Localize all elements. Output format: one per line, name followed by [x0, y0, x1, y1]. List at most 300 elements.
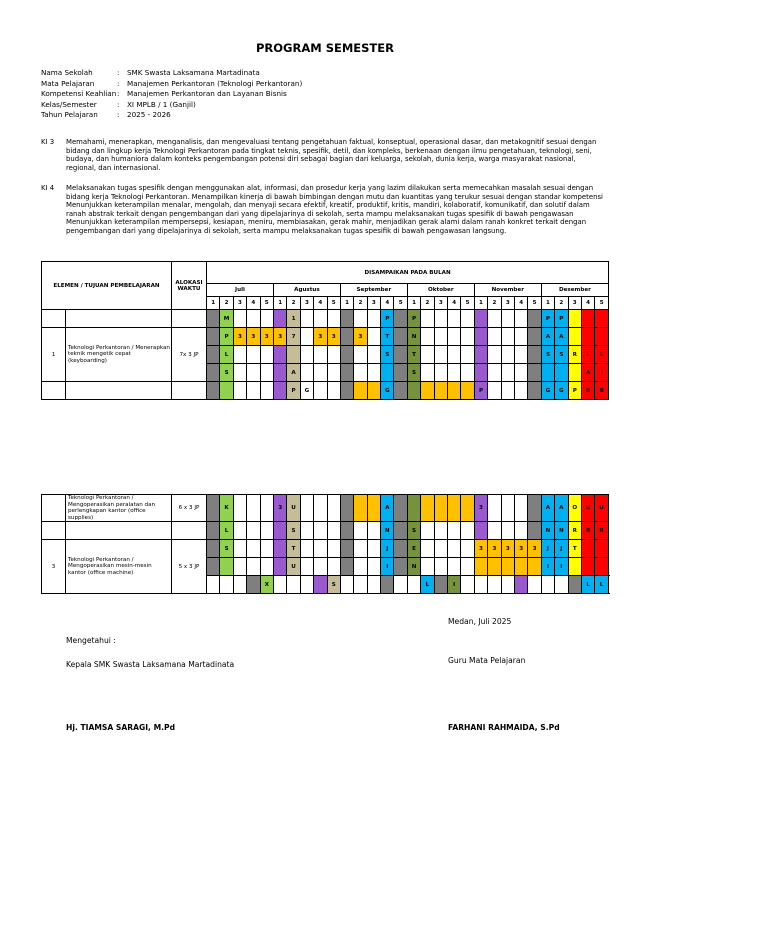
week-cell	[220, 558, 233, 576]
week-cell	[434, 382, 447, 400]
week-cell	[394, 382, 407, 400]
week-cell	[367, 382, 380, 400]
week-cell	[461, 382, 474, 400]
week-cell	[247, 495, 260, 522]
week-cell: P	[407, 310, 420, 328]
week-cell	[514, 576, 527, 594]
week-cell: E	[407, 540, 420, 558]
kepala-name: Hj. TIAMSA SARAGI, M.Pd	[66, 723, 176, 732]
week-cell	[421, 495, 434, 522]
week-cell	[233, 540, 246, 558]
week-cell	[501, 346, 514, 364]
week-cell	[421, 558, 434, 576]
week-cell	[327, 540, 340, 558]
week-cell: 3	[314, 328, 327, 346]
week-cell	[434, 558, 447, 576]
week-cell	[220, 382, 233, 400]
week-cell: U	[287, 558, 300, 576]
empty-cell	[42, 310, 66, 328]
week-cell	[488, 522, 501, 540]
week-cell	[367, 310, 380, 328]
week-cell	[568, 364, 581, 382]
week-number: 5	[394, 297, 407, 310]
week-cell	[314, 522, 327, 540]
week-cell	[448, 540, 461, 558]
week-cell	[528, 576, 541, 594]
week-cell: N	[407, 558, 420, 576]
week-cell	[273, 364, 286, 382]
week-cell	[314, 382, 327, 400]
week-cell	[260, 495, 273, 522]
week-cell	[434, 346, 447, 364]
week-number: 1	[407, 297, 420, 310]
week-cell: I	[448, 576, 461, 594]
week-cell	[394, 310, 407, 328]
week-cell: 1	[287, 310, 300, 328]
week-cell: B	[595, 382, 609, 400]
ki4-text-2: Menunjukkan keterampilan menalar, mengolah, dan menyaji secara efektif, kreatif, produktif, kritis, mandiri, kolaboratif, komunikatif, dan solutif dalam ranah abstrak terkait dengan pengembangan dari yang dipelajarinya di sekolah, serta mampu melaksanakan tugas spesifik di bawah pengawasan	[66, 201, 590, 218]
week-cell	[247, 540, 260, 558]
week-cell	[247, 346, 260, 364]
empty-cell	[42, 382, 66, 400]
week-number: 2	[421, 297, 434, 310]
week-cell: S	[555, 346, 568, 364]
week-cell	[207, 364, 220, 382]
week-cell	[247, 382, 260, 400]
week-cell	[448, 382, 461, 400]
week-cell: J	[541, 540, 554, 558]
week-cell: A	[581, 364, 594, 382]
week-cell	[474, 364, 487, 382]
week-cell	[247, 522, 260, 540]
item-elemen: Teknologi Perkantoran / Menerapkan teknik mengetik cepat (keyboarding)	[66, 328, 172, 382]
week-cell	[233, 382, 246, 400]
week-cell	[581, 540, 594, 558]
week-cell	[340, 328, 353, 346]
week-cell	[394, 558, 407, 576]
week-cell	[461, 540, 474, 558]
week-cell: A	[541, 495, 554, 522]
week-number: 5	[528, 297, 541, 310]
week-cell	[314, 364, 327, 382]
week-cell	[434, 540, 447, 558]
week-cell	[340, 346, 353, 364]
week-cell: I	[555, 558, 568, 576]
week-number: 4	[448, 297, 461, 310]
week-cell	[340, 558, 353, 576]
week-cell: N	[555, 522, 568, 540]
item-alokasi: 7x 3 JP	[172, 328, 207, 382]
week-cell	[354, 522, 367, 540]
week-cell	[474, 558, 487, 576]
week-cell	[300, 522, 313, 540]
week-number: 1	[207, 297, 220, 310]
week-cell: T	[407, 346, 420, 364]
week-cell	[273, 310, 286, 328]
schedule-table-continued	[41, 494, 609, 594]
week-number: 1	[541, 297, 554, 310]
week-cell	[207, 495, 220, 522]
week-cell	[207, 522, 220, 540]
week-cell	[247, 558, 260, 576]
week-cell	[528, 558, 541, 576]
month-header: Oktober	[407, 284, 474, 297]
week-number: 4	[314, 297, 327, 310]
week-cell: 7	[287, 328, 300, 346]
week-cell	[260, 558, 273, 576]
empty-cell	[172, 382, 207, 400]
week-cell	[448, 310, 461, 328]
empty-cell	[42, 522, 66, 540]
week-cell: U	[595, 495, 608, 522]
week-cell	[488, 558, 501, 576]
week-cell	[394, 328, 407, 346]
week-cell	[394, 540, 407, 558]
week-cell	[300, 310, 313, 328]
week-cell	[273, 576, 286, 594]
week-cell	[340, 576, 353, 594]
week-cell	[474, 328, 487, 346]
week-cell	[595, 540, 608, 558]
week-cell	[421, 522, 434, 540]
week-cell	[354, 558, 367, 576]
week-number: 4	[581, 297, 594, 310]
week-number: 5	[595, 297, 609, 310]
week-cell: G	[381, 382, 394, 400]
week-cell	[595, 310, 609, 328]
table-row	[42, 328, 609, 346]
week-cell	[448, 364, 461, 382]
week-cell	[300, 558, 313, 576]
week-cell	[421, 310, 434, 328]
week-cell	[300, 495, 313, 522]
week-cell	[314, 576, 327, 594]
week-cell	[488, 346, 501, 364]
week-cell	[434, 495, 447, 522]
week-cell: R	[568, 522, 581, 540]
week-cell	[354, 346, 367, 364]
week-cell	[434, 576, 447, 594]
week-cell	[581, 328, 594, 346]
empty-cell	[233, 576, 246, 594]
week-cell	[595, 558, 608, 576]
week-cell	[300, 540, 313, 558]
item-alokasi: 6 x 3 JP	[172, 495, 207, 522]
week-cell	[448, 328, 461, 346]
week-cell	[247, 364, 260, 382]
week-cell	[340, 382, 353, 400]
week-cell: G	[541, 382, 554, 400]
guru-name: FARHANI RAHMAIDA, S.Pd	[448, 723, 560, 732]
week-cell	[233, 346, 246, 364]
info-row: Tahun Pelajaran : 2025 - 2026	[41, 110, 171, 120]
week-cell	[327, 382, 340, 400]
week-cell	[260, 310, 273, 328]
week-cell: 3	[247, 328, 260, 346]
week-cell	[367, 522, 380, 540]
week-cell	[488, 364, 501, 382]
week-cell: N	[407, 328, 420, 346]
week-cell	[300, 346, 313, 364]
week-cell: 3	[488, 540, 501, 558]
info-row: Kompetensi Keahlian : Manajemen Perkantoran dan Layanan Bisnis	[41, 89, 287, 99]
week-cell	[394, 346, 407, 364]
month-header: Agustus	[273, 284, 340, 297]
week-cell	[461, 495, 474, 522]
week-cell: J	[381, 540, 394, 558]
week-cell: P	[220, 328, 233, 346]
week-cell: T	[381, 328, 394, 346]
week-cell	[528, 346, 541, 364]
week-cell	[474, 310, 487, 328]
week-cell	[581, 558, 594, 576]
week-cell: U	[581, 495, 594, 522]
week-cell	[461, 346, 474, 364]
week-cell	[394, 576, 407, 594]
week-cell: N	[541, 522, 554, 540]
week-cell	[568, 328, 581, 346]
week-cell: L	[581, 576, 594, 594]
week-cell	[327, 310, 340, 328]
week-cell: I	[541, 558, 554, 576]
week-cell	[327, 364, 340, 382]
week-cell	[247, 310, 260, 328]
week-cell: U	[287, 495, 300, 522]
week-number: 3	[434, 297, 447, 310]
week-cell: A	[541, 328, 554, 346]
week-cell	[448, 558, 461, 576]
week-cell: 3	[327, 328, 340, 346]
week-cell	[314, 495, 327, 522]
week-cell	[327, 495, 340, 522]
week-cell	[568, 576, 581, 594]
week-cell	[448, 346, 461, 364]
empty-cell	[172, 522, 207, 540]
week-cell: L	[220, 346, 233, 364]
week-cell: G	[300, 382, 313, 400]
week-cell: A	[287, 364, 300, 382]
week-number: 1	[474, 297, 487, 310]
week-cell: 3	[260, 328, 273, 346]
empty-cell	[66, 382, 172, 400]
week-cell: G	[555, 382, 568, 400]
week-number: 2	[354, 297, 367, 310]
week-cell	[314, 540, 327, 558]
week-cell	[501, 364, 514, 382]
week-cell	[407, 576, 420, 594]
week-cell: K	[220, 495, 233, 522]
week-cell: P	[474, 382, 487, 400]
week-cell	[314, 558, 327, 576]
week-cell	[233, 558, 246, 576]
info-row: Kelas/Semester : XI MPLB / 1 (Ganjil)	[41, 99, 196, 109]
week-cell	[367, 540, 380, 558]
mengetahui-label: Mengetahui :	[66, 636, 116, 645]
week-cell	[233, 522, 246, 540]
item-elemen: Teknologi Perkantoran / Mengoperasikan peralatan dan perlengkapan kantor (office supplies)	[66, 495, 172, 522]
week-cell	[568, 310, 581, 328]
week-cell	[394, 495, 407, 522]
week-cell	[461, 558, 474, 576]
header-disampaikan: DISAMPAIKAN PADA BULAN	[207, 262, 609, 284]
torn-gap	[0, 404, 768, 494]
week-cell	[501, 382, 514, 400]
week-cell	[434, 522, 447, 540]
week-cell	[207, 540, 220, 558]
week-cell	[381, 576, 394, 594]
week-number: 4	[381, 297, 394, 310]
week-cell	[207, 382, 220, 400]
week-cell	[421, 364, 434, 382]
week-cell: R	[581, 522, 594, 540]
week-number: 4	[514, 297, 527, 310]
week-cell	[207, 310, 220, 328]
week-cell	[207, 558, 220, 576]
week-cell	[260, 364, 273, 382]
month-header: November	[474, 284, 541, 297]
week-cell	[501, 558, 514, 576]
week-cell	[327, 346, 340, 364]
week-cell: S	[381, 346, 394, 364]
week-cell: I	[595, 364, 609, 382]
week-cell	[381, 364, 394, 382]
header-elemen: ELEMEN / TUJUAN PEMBELAJARAN	[42, 262, 172, 310]
week-cell	[528, 382, 541, 400]
week-number: 2	[220, 297, 233, 310]
week-cell	[461, 328, 474, 346]
week-cell	[514, 558, 527, 576]
week-cell	[394, 522, 407, 540]
week-cell	[488, 328, 501, 346]
week-cell: A	[381, 495, 394, 522]
month-header: September	[340, 284, 407, 297]
week-cell	[367, 576, 380, 594]
week-cell: 3	[474, 540, 487, 558]
week-cell: 3	[528, 540, 541, 558]
week-cell: 3	[273, 495, 286, 522]
week-cell: S	[407, 522, 420, 540]
week-cell	[448, 495, 461, 522]
week-number: 2	[287, 297, 300, 310]
week-number: 5	[260, 297, 273, 310]
week-cell	[461, 522, 474, 540]
week-cell	[488, 576, 501, 594]
week-cell	[327, 522, 340, 540]
table-row	[42, 495, 609, 522]
identity-block	[41, 68, 302, 121]
week-number: 5	[327, 297, 340, 310]
week-cell: S	[220, 540, 233, 558]
week-cell	[488, 382, 501, 400]
week-cell	[367, 495, 380, 522]
week-cell: S	[327, 576, 340, 594]
month-header: Desember	[541, 284, 608, 297]
week-cell	[340, 310, 353, 328]
week-cell	[448, 522, 461, 540]
week-number: 3	[367, 297, 380, 310]
ki4-block: KI 4 Melaksanakan tugas spesifik dengan menggunakan alat, informasi, dan prosedur kerja yang lazim dilakukan serta memecahkan masalah sesuai dengan bidang kerja Teknologi Perkantoran. Menampilkan kinerja di bawah bimbingan dengan mutu dan kuantitas yang terukur sesuai dengan standar kompetensi Menunjukkan keterampilan menalar, mengolah, dan menyaji secara efektif, kreatif, produktif, kritis, mandiri, kolaboratif, komunikatif, dan solutif dalam ranah abstrak terkait dengan pengembangan dari yang dipelajarinya di sekolah, serta mampu melaksanakan tugas spesifik di bawah pengawasan Menunjukkan keterampilan mempersepsi, kesiapan, meniru, membiasakan, gerak mahir, menjadikan gerak alami dalam ranah konkret terkait dengan pengembangan dari yang dipelajarinya di sekolah, serta mampu melaksanakan tugas spesifik di bawah pengawasan langsung.	[41, 184, 606, 235]
empty-cell	[172, 310, 207, 328]
week-cell	[354, 495, 367, 522]
week-cell: O	[568, 495, 581, 522]
week-cell	[260, 382, 273, 400]
week-cell: 3	[501, 540, 514, 558]
ki3-block: KI 3 Memahami, menerapkan, menganalisis, dan mengevaluasi tentang pengetahuan faktual, konseptual, operasional dasar, dan metakognitif sesuai dengan bidang dan lingkup kerja Teknologi Perkantoran pada tingkat teknis, spesifik, detil, dan kompleks, berkenaan dengan ilmu pengetahuan, teknologi, seni, budaya, dan humaniora dalam konteks pengembangan potensi diri sebagai bagian dari keluarga, sekolah, dunia kerja, warga masyarakat nasional, regional, dan internasional.	[41, 138, 597, 172]
week-cell: L	[595, 346, 609, 364]
week-cell	[260, 540, 273, 558]
week-cell	[474, 346, 487, 364]
week-cell	[501, 576, 514, 594]
week-cell: 3	[354, 328, 367, 346]
week-cell: N	[381, 522, 394, 540]
item-elemen: Teknologi Perkantoran / Mengoperasikan mesin-mesin kantor (office machine)	[66, 540, 172, 594]
table-row	[42, 540, 609, 558]
week-cell	[421, 328, 434, 346]
table-row	[42, 382, 609, 400]
week-cell	[354, 364, 367, 382]
week-cell	[340, 522, 353, 540]
week-cell: L	[421, 576, 434, 594]
week-number: 3	[568, 297, 581, 310]
week-cell	[354, 540, 367, 558]
week-cell	[474, 576, 487, 594]
week-cell	[488, 495, 501, 522]
week-cell: L	[581, 346, 594, 364]
week-cell	[461, 310, 474, 328]
week-number: 1	[273, 297, 286, 310]
week-cell	[273, 346, 286, 364]
week-cell	[354, 382, 367, 400]
week-cell	[501, 310, 514, 328]
week-cell	[528, 328, 541, 346]
week-cell: P	[555, 310, 568, 328]
week-cell: T	[568, 540, 581, 558]
week-cell	[514, 346, 527, 364]
week-cell	[367, 346, 380, 364]
week-cell	[501, 328, 514, 346]
empty-cell	[220, 576, 233, 594]
week-cell	[340, 540, 353, 558]
week-cell	[394, 364, 407, 382]
week-cell	[300, 364, 313, 382]
week-number: 4	[247, 297, 260, 310]
week-cell	[434, 364, 447, 382]
week-cell: S	[407, 364, 420, 382]
week-cell	[474, 522, 487, 540]
week-cell	[273, 540, 286, 558]
empty-cell	[66, 310, 172, 328]
week-cell	[555, 364, 568, 382]
week-cell	[555, 576, 568, 594]
ki4-text-1: Melaksanakan tugas spesifik dengan menggunakan alat, informasi, dan prosedur kerja yang lazim dilakukan serta memecahkan masalah sesuai dengan bidang kerja Teknologi Perkantoran. Menampilkan kinerja di bawah bimbingan dengan mutu dan kuantitas yang terukur sesuai dengan standar kompetensi	[66, 184, 603, 201]
week-cell	[207, 346, 220, 364]
week-cell: S	[287, 522, 300, 540]
week-cell	[354, 576, 367, 594]
ki4-text-3: Menunjukkan keterampilan mempersepsi, kesiapan, meniru, membiasakan, gerak mahir, menjadikan gerak alami dalam ranah konkret terkait dengan pengembangan dari yang dipelajarinya di sekolah, serta mampu melaksanakan tugas spesifik di bawah pengawasan langsung.	[66, 218, 587, 235]
week-cell	[407, 382, 420, 400]
table-row	[42, 310, 609, 328]
week-cell: P	[568, 382, 581, 400]
week-cell	[367, 558, 380, 576]
week-cell	[367, 328, 380, 346]
week-cell	[233, 364, 246, 382]
schedule-table	[41, 261, 609, 400]
week-cell: M	[220, 310, 233, 328]
week-cell	[300, 576, 313, 594]
week-cell: R	[595, 522, 608, 540]
week-cell: L	[220, 522, 233, 540]
week-cell	[300, 328, 313, 346]
